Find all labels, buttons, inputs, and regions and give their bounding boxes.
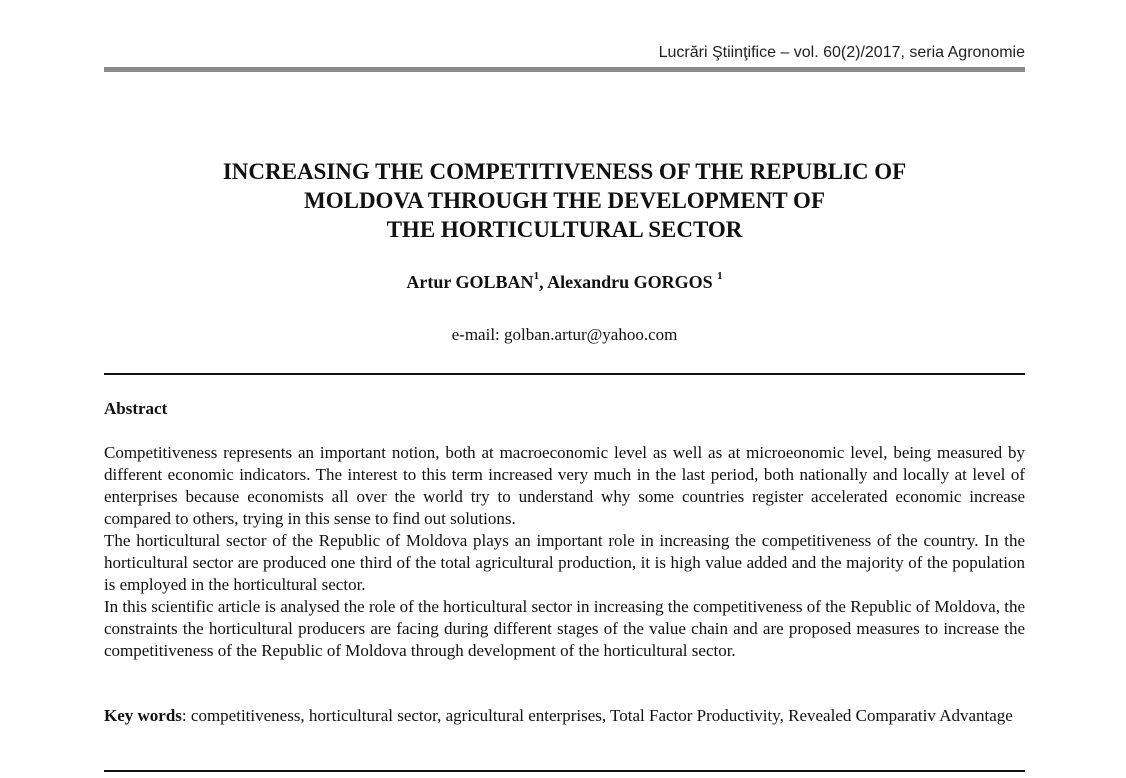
title-line-2: MOLDOVA THROUGH THE DEVELOPMENT OF (304, 188, 825, 213)
abstract-top-divider (104, 373, 1025, 375)
author-affiliation: 1 (533, 270, 540, 282)
paper-title (104, 157, 1025, 244)
author-separator: , (539, 272, 548, 292)
title-line-3: THE HORTICULTURAL SECTOR (386, 217, 743, 242)
keywords (104, 705, 1025, 727)
author-affiliation: 1 (717, 270, 723, 282)
abstract-body (104, 442, 1025, 662)
abstract-paragraph: Competitiveness represents an important notion, both at macroeconomic level as well as at microeonomic level, being measured by different economic indicators. The interest to this term increased very much in the last period, both nationally and locally at level of enterprises because economists all over the world try to understand why some countries register accelerated economic increase compared to others, trying in this sense to find out solutions. (104, 443, 1025, 528)
abstract-bottom-divider (104, 770, 1025, 772)
keywords-separator: : (181, 706, 191, 725)
author-list (104, 271, 1025, 293)
keywords-text: competitiveness, horticultural sector, agricultural enterprises, Total Factor Productivity, Revealed Comparativ Advantage (190, 706, 1013, 725)
header-divider (104, 67, 1025, 72)
title-line-1: INCREASING THE COMPETITIVENESS OF THE REPUBLIC OF (222, 159, 907, 184)
abstract-heading: Abstract (104, 399, 168, 418)
author-name: Artur GOLBAN (406, 272, 534, 292)
author-name: Alexandru GORGOS (547, 272, 718, 292)
running-header: Lucrări Ştiinţifice – vol. 60(2)/2017, seria Agronomie (658, 44, 1025, 61)
abstract-paragraph: The horticultural sector of the Republic of Moldova plays an important role in increasing the competitiveness of the country. In the horticultural sector are produced one third of the total agricultural production, it is high value added and the majority of the population is employed in the horticultural sector. (104, 531, 1025, 594)
abstract-paragraph: In this scientific article is analysed the role of the horticultural sector in increasing the competitiveness of the Republic of Moldova, the constraints the horticultural producers are facing during different stages of the value chain and are proposed measures to increase the competitiveness of the Republic of Moldova through development of the horticultural sector. (104, 597, 1025, 660)
contact-email: e-mail: golban.artur@yahoo.com (451, 325, 678, 344)
paper-page (104, 0, 1025, 778)
keywords-label: Key words (104, 706, 182, 725)
